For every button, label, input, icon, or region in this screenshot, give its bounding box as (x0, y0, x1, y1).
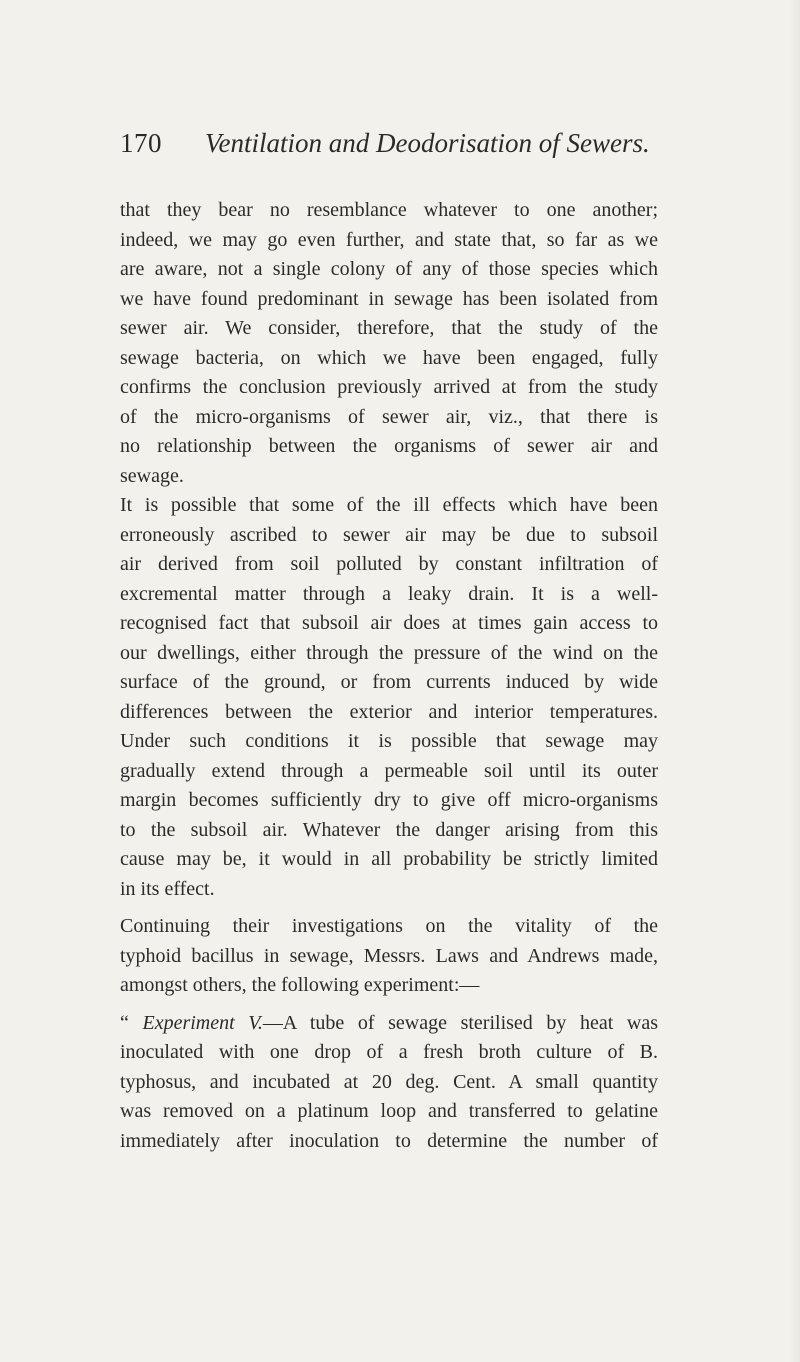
text-line: confirms the conclusion previously arrived at from the study (120, 376, 658, 398)
text-line: that they bear no resemblance whatever to one another; (120, 199, 658, 221)
lead-text: —A tube of sewage sterilised by heat was (262, 1011, 658, 1034)
text-line-lead (120, 1009, 658, 1039)
text-line: was removed on a platinum loop and transferred to gelatine (120, 1100, 658, 1122)
text-line: amongst others, the following experiment:— (120, 974, 480, 996)
body-text (120, 196, 658, 1156)
paragraph-1 (120, 196, 658, 491)
paragraph-4 (120, 1009, 658, 1157)
page-edge-shadow (788, 0, 800, 1362)
paragraph-3 (120, 912, 658, 1001)
text-line: Under such conditions it is possible that sewage may (120, 730, 658, 752)
running-title: Ventilation and Deodorisation of Sewers. (205, 128, 650, 158)
text-line: sewage. (120, 464, 184, 487)
text-line: It is possible that some of the ill effects which have been (120, 494, 658, 516)
text-line: Continuing their investigations on the vitality of the (120, 915, 658, 937)
text-line: are aware, not a single colony of any of those species which (120, 258, 658, 280)
text-line: margin becomes sufficiently dry to give off micro-organisms (120, 789, 658, 811)
text-line: differences between the exterior and interior temperatures. (120, 700, 658, 723)
text-line: in its effect. (120, 877, 215, 900)
text-line: sewer air. We consider, therefore, that the study of the (120, 317, 658, 339)
page-header (120, 128, 660, 168)
text-line: our dwellings, either through the pressure of the wind on the (120, 641, 658, 664)
text-line: of the micro-organisms of sewer air, viz., that there is (120, 405, 658, 428)
text-line: inoculated with one drop of a fresh broth culture of B. (120, 1041, 658, 1063)
text-line: no relationship between the organisms of sewer air and (120, 435, 658, 457)
text-line: gradually extend through a permeable soil until its outer (120, 759, 658, 782)
paragraph-2 (120, 491, 658, 904)
text-line: air derived from soil polluted by constant infiltration of (120, 553, 658, 575)
opening-quote: “ (120, 1011, 143, 1034)
text-line: recognised fact that subsoil air does at times gain access to (120, 612, 658, 634)
text-line: sewage bacteria, on which we have been engaged, fully (120, 346, 658, 369)
text-line: erroneously ascribed to sewer air may be due to subsoil (120, 523, 658, 546)
text-line: typhoid bacillus in sewage, Messrs. Laws and Andrews made, (120, 944, 658, 967)
text-line: excremental matter through a leaky drain. It is a well- (120, 582, 658, 605)
experiment-label: Experiment V. (142, 1011, 263, 1034)
text-line: indeed, we may go even further, and state that, so far as we (120, 228, 658, 251)
text-line: cause may be, it would in all probability be strictly limited (120, 848, 658, 870)
text-line: typhosus, and incubated at 20 deg. Cent. A small quantity (120, 1070, 658, 1093)
page-number: 170 (120, 128, 162, 158)
text-line: surface of the ground, or from currents induced by wide (120, 671, 658, 693)
text-line: immediately after inoculation to determine the number of (120, 1129, 658, 1152)
text-line: to the subsoil air. Whatever the danger arising from this (120, 818, 658, 841)
text-line: we have found predominant in sewage has been isolated from (120, 287, 658, 310)
